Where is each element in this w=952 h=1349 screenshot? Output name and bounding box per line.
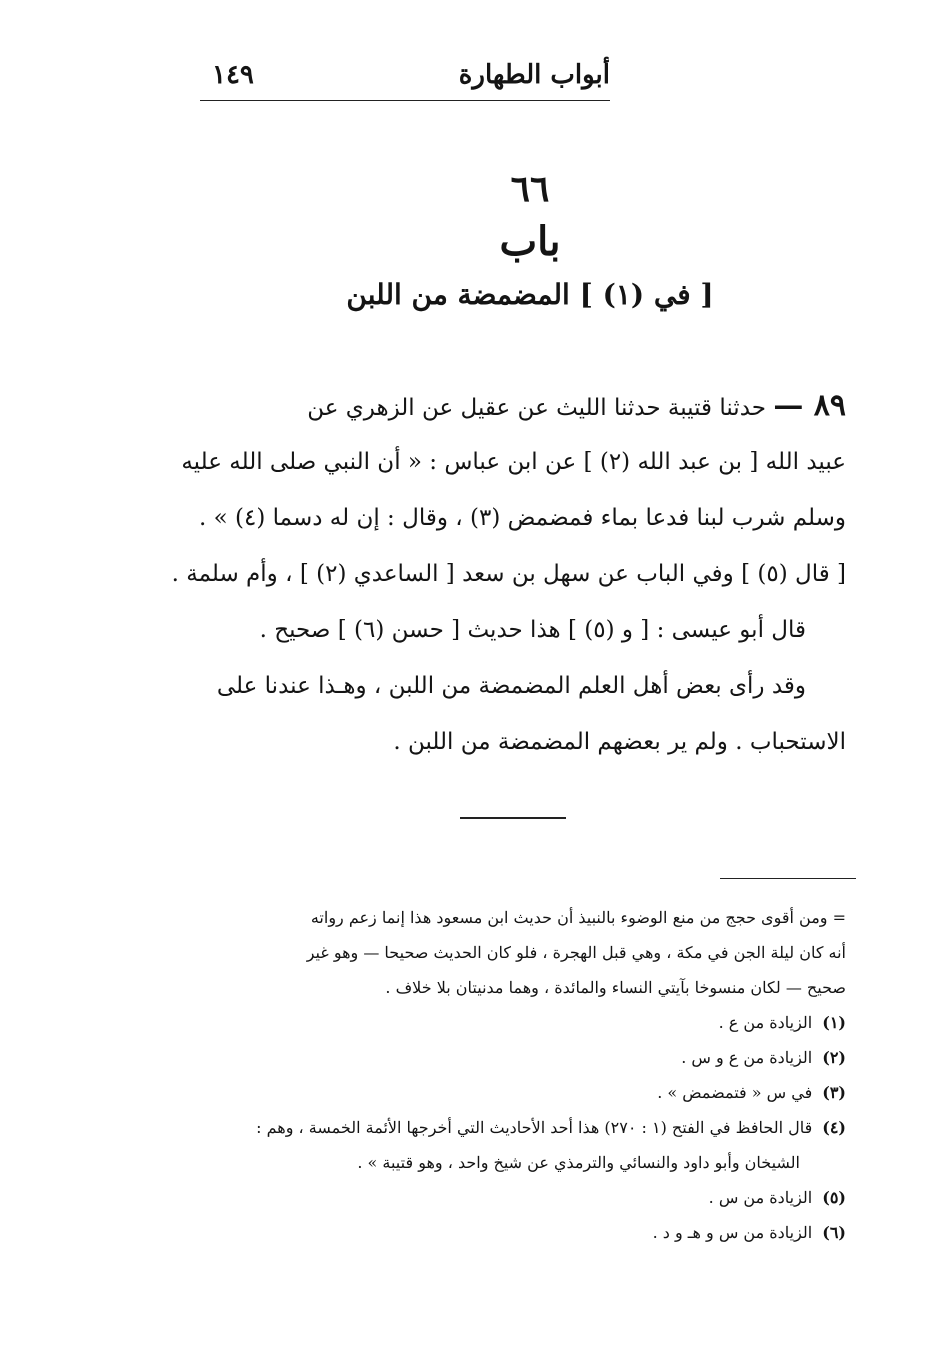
footnote-text: الزيادة من س .: [708, 1188, 813, 1207]
footnote-text: الزيادة من س و هـ و د .: [652, 1223, 813, 1242]
footnote-text: الزيادة من ع .: [718, 1013, 813, 1032]
footnote-continuation-line-3: صحيح — لكان منسوخا بآيتي النساء والمائدة ، وهما مدنيتان بلا خلاف .: [385, 978, 846, 997]
footnote-text: في س « فتمضمض » .: [657, 1083, 813, 1102]
footnote-text: قال الحافظ في الفتح (١ : ٢٧٠) هذا أحد الأحاديث التي أخرجها الأئمة الخمسة ، وهم :: [256, 1118, 813, 1137]
hadith-line-1-text: حدثنا قتيبة حدثنا الليث عن عقيل عن الزهري عن: [307, 395, 766, 421]
hadith-number: ٨٩ —: [773, 388, 846, 423]
paragraph-opinion-line-2: الاستحباب . ولم ير بعضهم المضمضة من اللبن .: [393, 729, 846, 755]
hadith-line-3: وسلم شرب لبنا فدعا بماء فمضمض (٣) ، وقال : إن له دسما (٤) » .: [199, 505, 846, 531]
running-header: [200, 58, 610, 98]
paragraph-grading: قال أبو عيسى : [ و (٥) ] هذا حديث [ حسن (٦) ] صحيح .: [259, 617, 806, 643]
header-rule: [200, 100, 610, 101]
chapter-word: باب: [499, 218, 561, 265]
hadith-line-1: [206, 378, 846, 434]
hadith-line-2: عبيد الله [ بن عبد الله (٢) ] عن ابن عباس : « أن النبي صلى الله عليه: [181, 449, 846, 475]
footnote-mark: (٤): [822, 1118, 846, 1137]
footnotes: [186, 900, 846, 1250]
footnote-mark: (١): [822, 1013, 846, 1032]
footnote-3: [186, 1075, 846, 1110]
footnote-text: الزيادة من ع و س .: [681, 1048, 813, 1067]
header-title: أبواب الطهارة: [458, 60, 610, 90]
footnote-4: [186, 1110, 846, 1145]
footnote-mark: (٣): [822, 1083, 846, 1102]
main-text: [171, 378, 846, 770]
footnote-continuation-line-2: أنه كان ليلة الجن في مكة ، وهي قبل الهجرة ، فلو كان الحديث صحيحا — وهو غير: [306, 943, 846, 962]
chapter-number: ٦٦: [510, 168, 550, 210]
section-divider: [460, 817, 566, 819]
footnote-mark: (٢): [822, 1048, 846, 1067]
footnote-5: [186, 1180, 846, 1215]
footnote-text: الشيخان وأبو داود والنسائي والترمذي عن شيخ واحد ، وهو قتيبة » .: [357, 1153, 800, 1172]
paragraph-chapter-reports: [ قال (٥) ] وفي الباب عن سهل بن سعد [ الساعدي (٢) ] ، وأم سلمة .: [171, 561, 846, 587]
paragraph-opinion-line-1: وقد رأى بعض أهل العلم المضمضة من اللبن ، وهـذا عندنا على: [216, 673, 806, 699]
footnote-1: [186, 1005, 846, 1040]
footnote-mark: (٥): [822, 1188, 846, 1207]
footnote-6: [186, 1215, 846, 1250]
footnote-4-continuation: [186, 1145, 846, 1180]
page-number: ١٤٩: [212, 60, 254, 90]
footnote-mark: (٦): [822, 1223, 846, 1242]
footnote-continuation-line-1: = ومن أقوى حجج من منع الوضوء بالنبيذ أن حديث ابن مسعود هذا إنما زعم رواته: [310, 908, 846, 927]
chapter-title: [ في (١) ] المضمضة من اللبن: [346, 278, 714, 311]
footnote-divider: [720, 878, 856, 879]
footnote-2: [186, 1040, 846, 1075]
